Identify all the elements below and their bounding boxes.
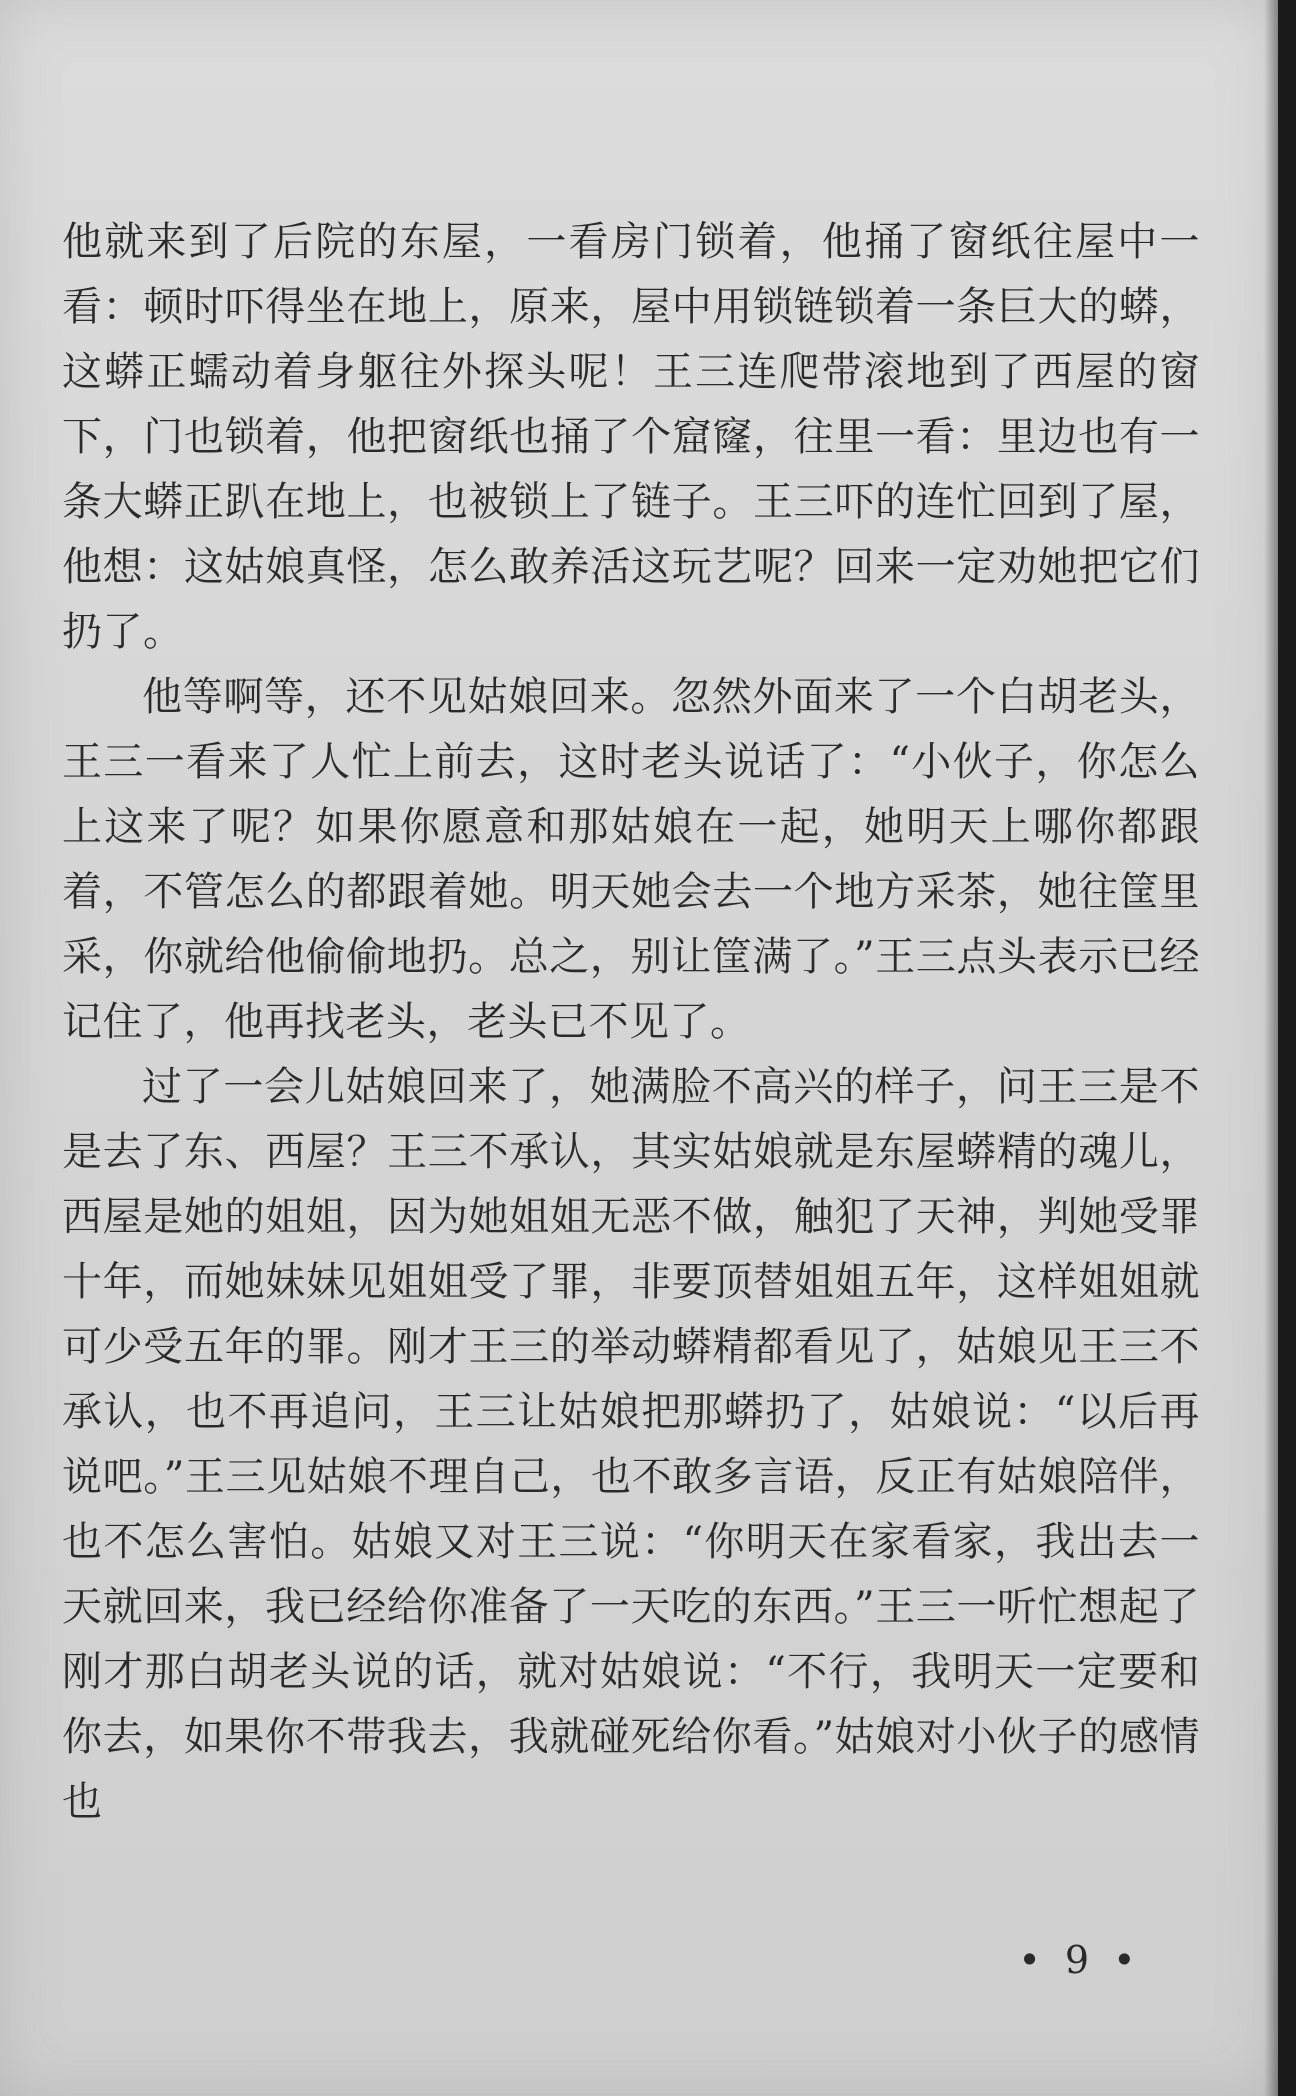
paragraph-1: 他就来到了后院的东屋，一看房门锁着，他捅了窗纸往屋中一看：顿时吓得坐在地上，原来，屋中用锁链锁着一条巨大的蟒，这蟒正蠕动着身躯往外探头呢！王三连爬带滚地到了西屋的窗下，门也锁着，他把窗纸也捅了个窟窿，往里一看：里边也有一条大蟒正趴在地上，也被锁上了链子。王三吓的连忙回到了屋，他想：这姑娘真怪，怎么敢养活这玩艺呢？回来一定劝她把它们扔了。 xyxy=(62,219,1200,655)
paragraph-2: 他等啊等，还不见姑娘回来。忽然外面来了一个白胡老头，王三一看来了人忙上前去，这时老头说话了：“小伙子，你怎么上这来了呢？如果你愿意和那姑娘在一起，她明天上哪你都跟着，不管怎么的都跟着她。明天她会去一个地方采茶，她往筐里采，你就给他偷偷地扔。总之，别让筐满了。”王三点头表示已经记住了，他再找老头，老头已不见了。 xyxy=(62,674,1200,1045)
paragraph-3: 过了一会儿姑娘回来了，她满脸不高兴的样子，问王三是不是去了东、西屋？王三不承认，其实姑娘就是东屋蟒精的魂儿，西屋是她的姐姐，因为她姐姐无恶不做，触犯了天神，判她受罪十年，而她妹妹见姐姐受了罪，非要顶替姐姐五年，这样姐姐就可少受五年的罪。刚才王三的举动蟒精都看见了，姑娘见王三不承认，也不再追问，王三让姑娘把那蟒扔了，姑娘说：“以后再说吧。”王三见姑娘不理自己，也不敢多言语，反正有姑娘陪伴，也不怎么害怕。姑娘又对王三说：“你明天在家看家，我出去一天就回来，我已经给你准备了一天吃的东西。”王三一听忙想起了刚才那白胡老头说的话，就对姑娘说：“不行，我明天一定要和你去，如果你不带我去，我就碰死给你看。”姑娘对小伙子的感情也 xyxy=(62,1064,1200,1825)
body-text xyxy=(62,210,1200,1835)
page-number: • 9 • xyxy=(1018,1938,1142,1982)
